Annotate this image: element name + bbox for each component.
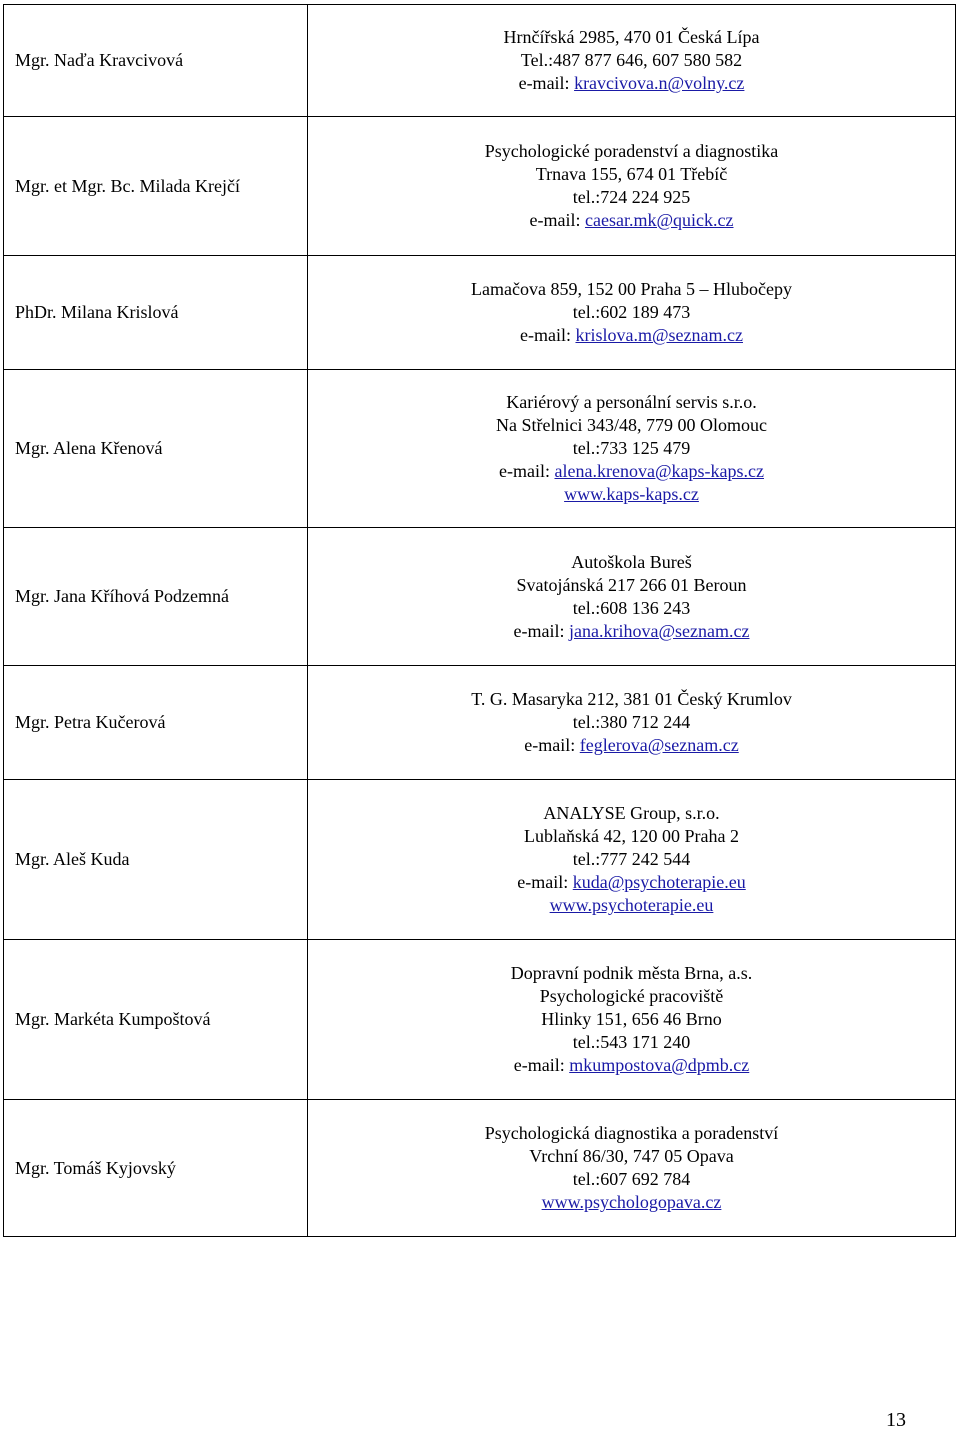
website-link[interactable]: www.kaps-kaps.cz — [564, 484, 699, 504]
contact-line: Kariérový a personální servis s.r.o. — [506, 392, 757, 412]
contact-details — [308, 256, 956, 370]
contact-line: Psychologické pracoviště — [539, 986, 724, 1006]
contact-line: tel.:724 224 925 — [572, 187, 691, 207]
email-link[interactable]: jana.krihova@seznam.cz — [568, 620, 750, 641]
contact-line: tel.:380 712 244 — [572, 712, 691, 732]
email-label: e-mail: — [518, 73, 575, 93]
contact-line: Lamačova 859, 152 00 Praha 5 – Hlubočepy — [471, 279, 792, 299]
website-link[interactable]: www.psychologopava.cz — [541, 1192, 722, 1212]
person-name: Mgr. Jana Kříhová Podzemná — [4, 528, 308, 666]
contact-line: Dopravní podnik města Brna, a.s. — [510, 963, 753, 983]
directory-row — [4, 940, 956, 1100]
directory-table-body — [4, 5, 956, 1237]
contact-details — [308, 780, 956, 940]
email-link[interactable]: mkumpostova@dpmb.cz — [569, 1055, 750, 1075]
email-label: e-mail: — [517, 872, 573, 892]
email-link[interactable]: kravcivova.n@volny.cz — [574, 73, 745, 93]
contact-line: tel.:602 189 473 — [572, 302, 691, 322]
contact-line: Lublaňská 42, 120 00 Praha 2 — [524, 826, 739, 846]
email-label: e-mail: — [529, 210, 585, 230]
contact-line: tel.:607 692 784 — [572, 1169, 691, 1189]
contact-line — [308, 871, 955, 894]
email-label: e-mail: — [519, 325, 576, 345]
email-link[interactable]: caesar.mk@quick.cz — [584, 210, 734, 230]
contact-details — [308, 666, 956, 780]
contact-details — [308, 528, 956, 666]
directory-row — [4, 117, 956, 256]
email-label: e-mail: — [499, 461, 555, 481]
contact-line — [308, 460, 955, 483]
contact-details — [308, 117, 956, 256]
contact-line — [308, 894, 955, 917]
person-name: Mgr. Petra Kučerová — [4, 666, 308, 780]
contact-line: Psychologická diagnostika a poradenství — [484, 1123, 779, 1143]
contact-line — [308, 620, 955, 643]
page-number: 13 — [886, 1409, 906, 1431]
contact-line — [308, 734, 955, 757]
directory-row — [4, 780, 956, 940]
contact-line: tel.:777 242 544 — [572, 849, 691, 869]
directory-row — [4, 666, 956, 780]
contact-line: T. G. Masaryka 212, 381 01 Český Krumlov — [471, 689, 792, 709]
contact-line: Svatojánská 217 266 01 Beroun — [516, 574, 747, 595]
email-link[interactable]: krislova.m@seznam.cz — [575, 325, 743, 345]
contact-line — [308, 1191, 955, 1214]
email-label: e-mail: — [524, 735, 580, 755]
website-link[interactable]: www.psychoterapie.eu — [549, 895, 714, 915]
contact-line: Hlinky 151, 656 46 Brno — [541, 1009, 722, 1029]
person-name: Mgr. Aleš Kuda — [4, 780, 308, 940]
email-link[interactable]: kuda@psychoterapie.eu — [572, 872, 746, 892]
person-name: PhDr. Milana Krislová — [4, 256, 308, 370]
directory-row — [4, 528, 956, 666]
contact-line: tel.:543 171 240 — [572, 1032, 691, 1052]
contact-line — [308, 72, 955, 95]
person-name: Mgr. Alena Křenová — [4, 370, 308, 528]
email-label: e-mail: — [513, 620, 569, 641]
directory-row — [4, 5, 956, 117]
contact-line: Vrchní 86/30, 747 05 Opava — [529, 1146, 734, 1166]
contact-line: Psychologické poradenství a diagnostika — [484, 141, 779, 161]
person-name: Mgr. Tomáš Kyjovský — [4, 1100, 308, 1237]
contact-line: Hrnčířská 2985, 470 01 Česká Lípa — [503, 27, 760, 47]
person-name: Mgr. Naďa Kravcivová — [4, 5, 308, 117]
contact-line — [308, 1054, 955, 1077]
contact-line — [308, 209, 955, 232]
email-link[interactable]: feglerova@seznam.cz — [579, 735, 739, 755]
email-label: e-mail: — [513, 1055, 570, 1075]
contact-line: tel.:733 125 479 — [572, 438, 691, 458]
contact-line: Autoškola Bureš — [571, 551, 692, 572]
contact-line: ANALYSE Group, s.r.o. — [543, 803, 720, 823]
contact-line — [308, 483, 955, 506]
directory-row — [4, 1100, 956, 1237]
email-link[interactable]: alena.krenova@kaps-kaps.cz — [554, 461, 764, 481]
person-name: Mgr. Markéta Kumpoštová — [4, 940, 308, 1100]
contact-line: tel.:608 136 243 — [572, 597, 691, 618]
contact-line: Trnava 155, 674 01 Třebíč — [535, 164, 728, 184]
contact-details — [308, 1100, 956, 1237]
person-name: Mgr. et Mgr. Bc. Milada Krejčí — [4, 117, 308, 256]
contact-line — [308, 324, 955, 347]
directory-table — [3, 4, 956, 1237]
directory-row — [4, 256, 956, 370]
contact-line: Tel.:487 877 646, 607 580 582 — [520, 50, 743, 70]
directory-row — [4, 370, 956, 528]
contact-details — [308, 940, 956, 1100]
contact-details — [308, 370, 956, 528]
contact-details — [308, 5, 956, 117]
contact-line: Na Střelnici 343/48, 779 00 Olomouc — [496, 415, 767, 435]
